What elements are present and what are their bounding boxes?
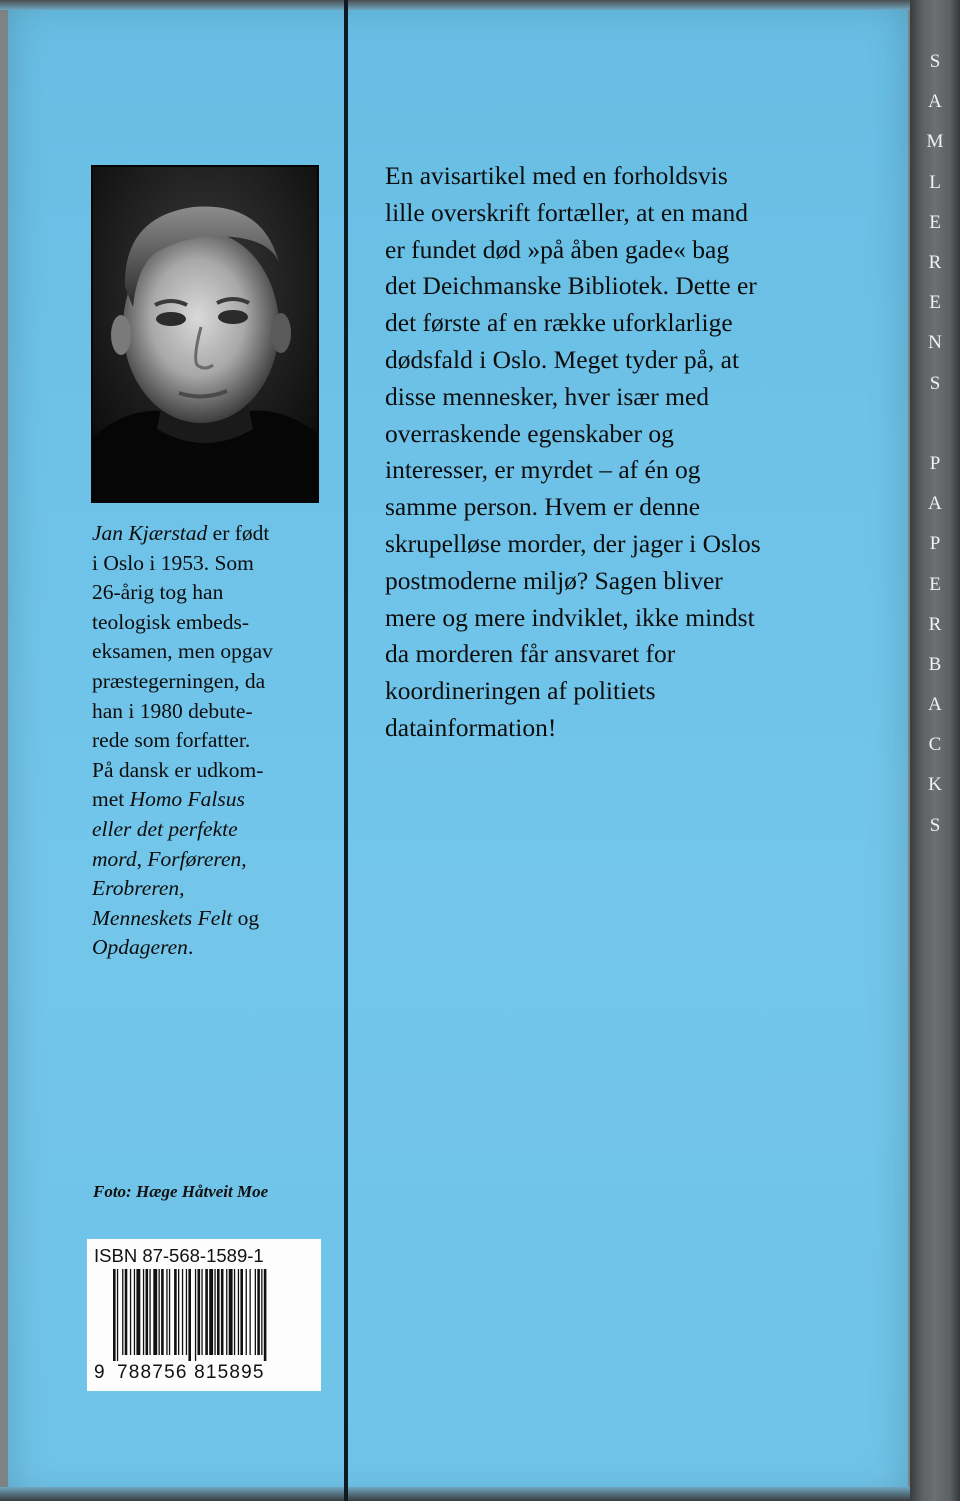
spine-letter: P xyxy=(929,452,941,474)
barcode-bar xyxy=(255,1269,256,1355)
barcode-bar xyxy=(221,1269,224,1355)
bio-line xyxy=(92,578,352,608)
bio-line xyxy=(92,874,352,904)
blurb-line: postmoderne miljø? Sagen bliver xyxy=(385,565,723,595)
isbn-number: ISBN 87-568-1589-1 xyxy=(94,1245,264,1266)
barcode-bar xyxy=(159,1269,160,1355)
author-photo xyxy=(91,165,319,503)
barcode-bar xyxy=(186,1269,187,1355)
bio-text: . xyxy=(187,935,194,960)
barcode-bar xyxy=(195,1269,196,1361)
barcode-bar xyxy=(198,1269,201,1355)
barcode-bar xyxy=(153,1269,157,1355)
bio-text: teologisk embeds- xyxy=(92,609,250,634)
bio-line xyxy=(92,756,352,786)
blurb-line: da morderen får ansvaret for xyxy=(385,639,676,669)
bio-line xyxy=(92,815,352,845)
barcode-bar xyxy=(234,1269,235,1355)
spine-letter: A xyxy=(928,493,942,515)
spine-letter: P xyxy=(929,533,941,555)
ean-digits: 788756 815895 xyxy=(117,1362,265,1383)
bio-title-text: mord, Forføreren, xyxy=(92,846,247,871)
barcode-bar xyxy=(117,1269,118,1361)
bio-line xyxy=(92,697,352,727)
spine-letter: S xyxy=(929,814,941,836)
bio-title-text: Erobreren, xyxy=(92,876,185,901)
bio-line xyxy=(92,933,352,963)
spine-letter: M xyxy=(926,131,944,153)
barcode-bar xyxy=(166,1269,167,1355)
bio-text: eksamen, men opgav xyxy=(92,639,273,664)
barcode-bar xyxy=(209,1269,213,1355)
blurb-line: overraskende egenskaber og xyxy=(385,418,674,448)
bio-line xyxy=(92,519,352,549)
barcode-bar xyxy=(257,1269,260,1355)
spine-letter: S xyxy=(929,372,941,394)
bio-title-text: Menneskets Felt xyxy=(92,905,233,930)
bio-line xyxy=(92,845,352,875)
blurb-line: det første af en række uforklarlige xyxy=(385,308,733,338)
spine-letter: E xyxy=(929,573,941,595)
spine-letter: B xyxy=(928,653,942,675)
barcode-bar xyxy=(226,1269,227,1355)
blurb-line: det Deichmanske Bibliotek. Dette er xyxy=(385,271,757,301)
barcode-bar xyxy=(149,1269,150,1355)
blurb-line: er fundet død »på åben gade« bag xyxy=(385,234,730,264)
blurb-line: samme person. Hvem er denne xyxy=(385,492,701,522)
spine-letter: N xyxy=(928,332,942,354)
bio-text: i Oslo i 1953. Som xyxy=(92,550,254,575)
bio-title-text: Jan Kjærstad xyxy=(92,521,208,545)
barcode-bar xyxy=(161,1269,164,1355)
blurb-line: datainformation! xyxy=(385,712,557,742)
bio-line xyxy=(92,608,352,638)
spine-letter: A xyxy=(928,694,942,716)
bottom-edge xyxy=(0,1487,960,1501)
barcode-bar xyxy=(178,1269,179,1355)
barcode-bar xyxy=(229,1269,233,1355)
spine-letter: C xyxy=(928,734,942,756)
author-bio xyxy=(92,519,352,963)
barcode-bar xyxy=(146,1269,149,1355)
barcode-bar xyxy=(205,1269,208,1355)
blurb-line: disse mennesker, hver især med xyxy=(385,381,710,411)
book-blurb xyxy=(385,158,905,747)
barcode-bar xyxy=(125,1269,128,1355)
book-spine xyxy=(910,0,960,1501)
bio-text: præstegerningen, da xyxy=(92,668,266,693)
bio-text: 26-årig tog han xyxy=(92,580,224,605)
bio-text: På dansk er udkom- xyxy=(92,757,264,782)
spine-letter: K xyxy=(928,774,942,796)
barcode-bar xyxy=(240,1269,243,1355)
bio-line xyxy=(92,549,352,579)
barcode-bars xyxy=(113,1269,313,1361)
spine-letter: L xyxy=(929,171,941,193)
bio-line xyxy=(92,726,352,756)
barcode-bar xyxy=(182,1269,183,1355)
photo-credit: Foto: Hæge Håtveit Moe xyxy=(93,1182,269,1201)
barcode-bar xyxy=(122,1269,123,1355)
bio-line xyxy=(92,637,352,667)
blurb-line: skrupelløse morder, der jager i Oslos xyxy=(385,528,761,558)
bio-text: rede som forfatter. xyxy=(92,728,251,753)
bio-text: met xyxy=(92,787,130,812)
barcode-bar xyxy=(201,1269,202,1355)
blurb-line: koordineringen af politiets xyxy=(385,676,656,706)
barcode-bar xyxy=(261,1269,262,1355)
barcode-bar xyxy=(214,1269,215,1355)
barcode-bar xyxy=(136,1269,140,1355)
spine-gap xyxy=(910,404,960,444)
bio-text: er født xyxy=(207,521,270,545)
blurb-line: interesser, er myrdet – af én og xyxy=(385,455,701,485)
barcode-bar xyxy=(250,1269,251,1355)
blurb-line: lille overskrift fortæller, at en mand xyxy=(385,197,748,227)
bio-title-text: eller det perfekte xyxy=(92,816,238,841)
barcode-bar xyxy=(143,1269,144,1355)
barcode-bar xyxy=(246,1269,247,1355)
bio-line xyxy=(92,785,352,815)
bio-line xyxy=(92,904,352,934)
spine-letter: E xyxy=(929,211,941,233)
isbn-barcode xyxy=(87,1239,321,1391)
barcode-bar xyxy=(174,1269,177,1355)
bio-text: han i 1980 debute- xyxy=(92,698,253,723)
bio-title-text: Opdageren xyxy=(92,935,188,960)
barcode-bar xyxy=(188,1269,191,1361)
barcode-bar xyxy=(134,1269,135,1355)
spine-letter: S xyxy=(929,51,941,73)
blurb-line: mere og mere indviklet, ikke mindst xyxy=(385,602,755,632)
author-portrait-image xyxy=(93,167,317,501)
bio-text: og xyxy=(232,905,260,930)
blurb-line: dødsfald i Oslo. Meget tyder på, at xyxy=(385,344,740,374)
barcode-bar xyxy=(217,1269,220,1355)
bio-line xyxy=(92,667,352,697)
spine-series-title xyxy=(910,42,960,846)
barcode-bar xyxy=(130,1269,131,1355)
barcode-bar xyxy=(169,1269,170,1355)
ean-first-digit: 9 xyxy=(94,1362,105,1383)
top-edge xyxy=(0,0,960,10)
barcode-bar xyxy=(238,1269,239,1355)
spine-letter: E xyxy=(929,292,941,314)
barcode-bar xyxy=(264,1269,267,1361)
spine-letter: A xyxy=(928,91,942,113)
blurb-line: En avisartikel med en forholdsvis xyxy=(385,161,728,190)
spine-letter: R xyxy=(928,613,942,635)
barcode-bar xyxy=(113,1269,116,1361)
bio-title-text: Homo Falsus xyxy=(129,787,245,812)
spine-letter: R xyxy=(928,252,942,274)
